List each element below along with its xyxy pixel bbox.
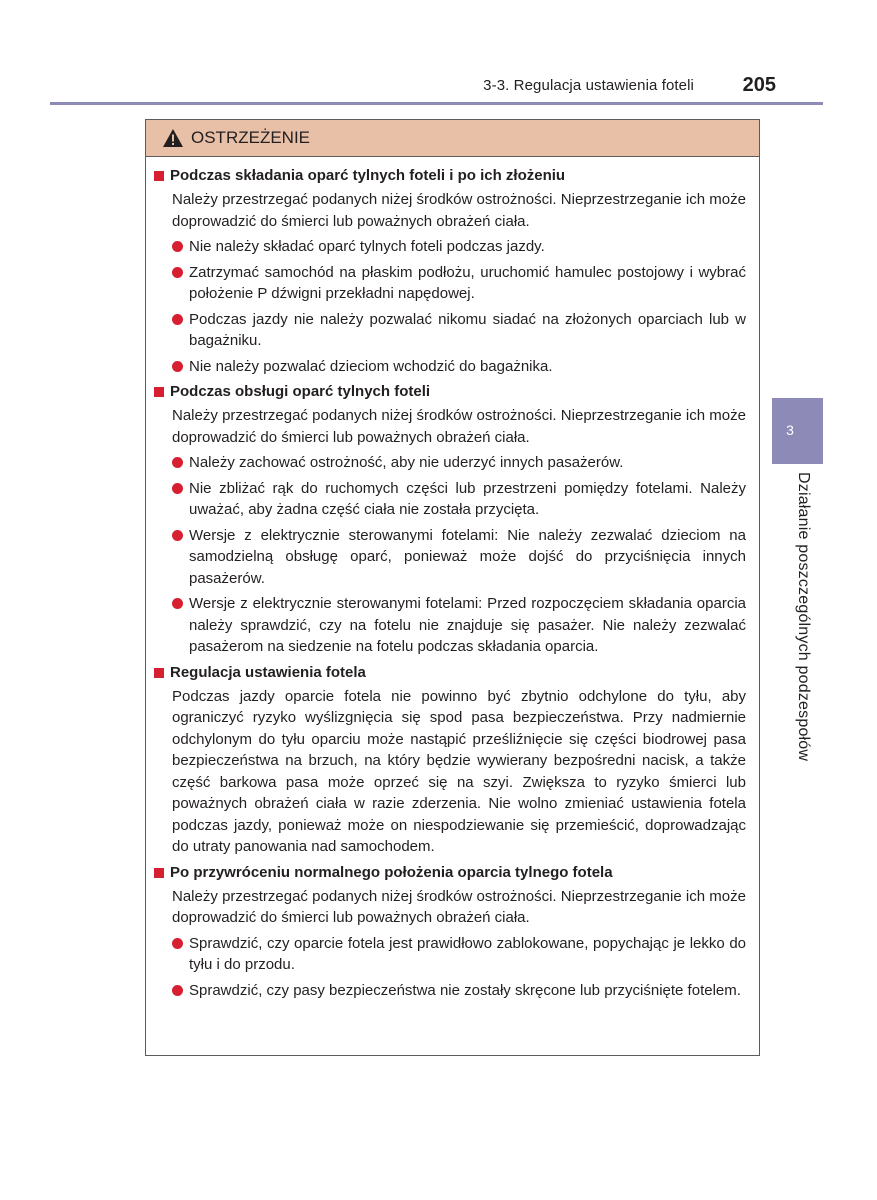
section-paragraph: Należy przestrzegać podanych niżej środków ostrożności. Nieprzestrzeganie ich może doprowadzić do śmierci lub poważnych obrażeń ciała. [172, 191, 746, 230]
red-square-marker-icon [154, 387, 164, 397]
section-heading [154, 165, 746, 187]
chapter-label: Działanie poszczególnych podzespołów [795, 472, 812, 762]
chapter-number: 3 [786, 422, 794, 438]
list-item-text: Sprawdzić, czy pasy bezpieczeństwa nie zostały skręcone lub przyciśnięte fotelem. [189, 981, 741, 999]
bullet-list [154, 236, 746, 377]
section-heading [154, 662, 746, 684]
red-bullet-icon [172, 314, 183, 325]
red-bullet-icon [172, 938, 183, 949]
list-item [154, 933, 746, 976]
running-header-title: 3-3. Regulacja ustawienia foteli [483, 77, 694, 94]
list-item [154, 356, 746, 378]
list-item-text: Nie zbliżać rąk do ruchomych części lub przestrzeni pomiędzy fotelami. Należy uważać, aby żadna część ciała nie została przycięta. [189, 479, 746, 518]
red-bullet-icon [172, 598, 183, 609]
section-heading-text: Podczas obsługi oparć tylnych foteli [170, 383, 431, 400]
header-rule [50, 102, 823, 105]
section-paragraph: Należy przestrzegać podanych niżej środków ostrożności. Nieprzestrzeganie ich może doprowadzić do śmierci lub poważnych obrażeń ciała. [172, 887, 746, 926]
section-heading [154, 381, 746, 403]
section-heading-text: Po przywróceniu normalnego położenia oparcia tylnego fotela [170, 863, 613, 881]
chapter-tab [772, 398, 823, 464]
list-item-text: Podczas jazdy nie należy pozwalać nikomu siadać na złożonych oparciach lub w bagażniku. [189, 310, 746, 349]
bullet-list [154, 452, 746, 658]
red-bullet-icon [172, 530, 183, 541]
list-item [154, 262, 746, 305]
section-heading-text: Regulacja ustawienia fotela [170, 663, 366, 681]
warning-section [154, 662, 746, 858]
list-item [154, 478, 746, 521]
section-heading-text: Podczas składania oparć tylnych foteli i po ich złożeniu [170, 167, 566, 184]
red-bullet-icon [172, 241, 183, 252]
warning-triangle-icon [162, 128, 184, 148]
list-item [154, 525, 746, 590]
list-item-text: Należy zachować ostrożność, aby nie uderzyć innych pasażerów. [189, 454, 624, 471]
warning-section [154, 381, 746, 658]
red-square-marker-icon [154, 868, 164, 878]
list-item-text: Wersje z elektrycznie sterowanymi fotelami: Nie należy zezwalać dzieciom na samodzielną obsługę oparć, ponieważ może dojść do przyciśnięcia innych pasażerów. [189, 526, 746, 587]
section-paragraph: Należy przestrzegać podanych niżej środków ostrożności. Nieprzestrzeganie ich może doprowadzić do śmierci lub poważnych obrażeń ciała. [172, 407, 746, 446]
warning-title: OSTRZEŻENIE [191, 128, 311, 147]
red-bullet-icon [172, 483, 183, 494]
warning-box [145, 119, 760, 1056]
list-item-text: Zatrzymać samochód na płaskim podłożu, uruchomić hamulec postojowy i wybrać położenie P dźwigni przekładni napędowej. [189, 263, 746, 302]
list-item-text: Nie należy pozwalać dzieciom wchodzić do bagażnika. [189, 357, 553, 375]
warning-section [154, 862, 746, 1002]
red-bullet-icon [172, 457, 183, 468]
list-item [154, 236, 746, 258]
section-paragraph: Podczas jazdy oparcie fotela nie powinno być zbytnio odchylone do tyłu, aby ograniczyć ryzyko wyślizgnięcia się spod pasa bezpieczeństwa. Przy nadmiernie odchylonym do tyłu oparciu może nastąpić prześliźnięcie się części biodrowej pasa bezpieczeństwa na brzuch, na który będzie wywierany bezpośredni nacisk, a także część barkowa pasa może oprzeć się na szyi. Zwiększa to ryzyko śmierci lub poważnych obrażeń ciała w razie zderzenia. Nie wolno zmieniać ustawienia fotela podczas jazdy, ponieważ może on niespodziewanie się przemieścić, doprowadzając do utraty panowania nad samochodem. [172, 687, 746, 855]
section-heading [154, 862, 746, 884]
list-item-text: Wersje z elektrycznie sterowanymi fotelami: Przed rozpoczęciem składania oparcia należy sprawdzić, czy na fotelu nie znajduje się pasażer. Nie należy zezwalać pasażerom na siedzenie na fotelu podczas składania oparcia. [189, 595, 746, 655]
red-bullet-icon [172, 361, 183, 372]
bullet-list [154, 933, 746, 1002]
red-square-marker-icon [154, 668, 164, 678]
list-item [154, 593, 746, 658]
red-square-marker-icon [154, 171, 164, 181]
list-item-text: Nie należy składać oparć tylnych foteli podczas jazdy. [189, 238, 545, 255]
red-bullet-icon [172, 267, 183, 278]
list-item [154, 980, 746, 1002]
red-bullet-icon [172, 985, 183, 996]
warning-header [146, 120, 759, 157]
list-item [154, 452, 746, 474]
page-number: 205 [742, 74, 776, 96]
warning-section [154, 165, 746, 377]
warning-body [146, 157, 759, 1001]
list-item-text: Sprawdzić, czy oparcie fotela jest prawidłowo zablokowane, popychając je lekko do tyłu i do przodu. [189, 934, 746, 973]
list-item [154, 309, 746, 352]
